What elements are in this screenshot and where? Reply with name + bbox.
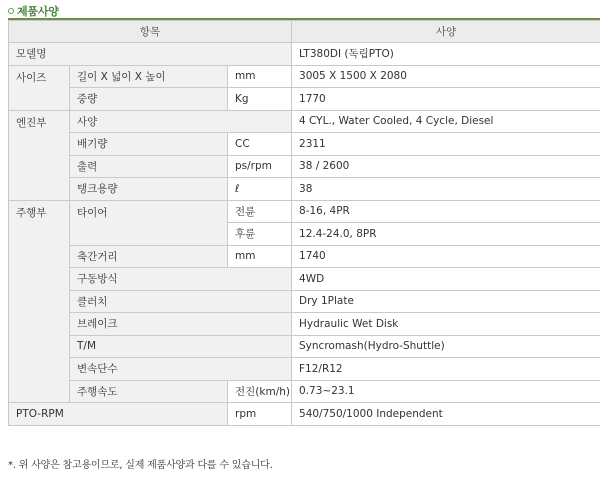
table-row <box>9 178 600 201</box>
row-label: 브레이크 <box>70 313 292 336</box>
table-row <box>9 110 600 133</box>
table-row <box>9 380 600 403</box>
row-value: 3005 X 1500 X 2080 <box>292 65 600 88</box>
table-row <box>9 335 600 358</box>
table-row <box>9 245 600 268</box>
row-value: Hydraulic Wet Disk <box>292 313 600 336</box>
row-value: 1740 <box>292 245 600 268</box>
row-value: 38 <box>292 178 600 201</box>
row-label: 사양 <box>70 110 292 133</box>
row-label: 주행속도 <box>70 380 228 403</box>
row-unit: ps/rpm <box>228 155 292 178</box>
row-value: F12/R12 <box>292 358 600 381</box>
row-label: 배기량 <box>70 133 228 156</box>
table-row <box>9 65 600 88</box>
row-label: 클러치 <box>70 290 292 313</box>
row-label: T/M <box>70 335 292 358</box>
table-row <box>9 358 600 381</box>
row-value: 0.73~23.1 <box>292 380 600 403</box>
row-label: 길이 X 넓이 X 높이 <box>70 65 228 88</box>
row-unit: mm <box>228 65 292 88</box>
table-row <box>9 200 600 223</box>
row-value: 8-16, 4PR <box>292 200 600 223</box>
row-label: 출력 <box>70 155 228 178</box>
row-value: Syncromash(Hydro-Shuttle) <box>292 335 600 358</box>
row-unit: rpm <box>228 403 292 426</box>
table-header-row <box>9 21 600 43</box>
footnote: *. 위 사양은 참고용이므로, 실제 제품사양과 다를 수 있습니다. <box>8 460 273 471</box>
row-value: 12.4-24.0, 8PR <box>292 223 600 246</box>
header-spec: 사양 <box>292 21 600 43</box>
row-unit: CC <box>228 133 292 156</box>
table-row <box>9 43 600 66</box>
table-row <box>9 133 600 156</box>
row-value: LT380DI (독립PTO) <box>292 43 600 66</box>
row-unit: 후륜 <box>228 223 292 246</box>
table-row <box>9 268 600 291</box>
row-label: 구동방식 <box>70 268 292 291</box>
circle-bullet-icon <box>8 8 14 14</box>
row-label: PTO-RPM <box>9 403 228 426</box>
row-value: 540/750/1000 Independent <box>292 403 600 426</box>
spec-table <box>8 20 600 426</box>
group-label: 사이즈 <box>9 65 70 110</box>
row-label: 변속단수 <box>70 358 292 381</box>
section-title <box>8 3 59 17</box>
row-value: 4 CYL., Water Cooled, 4 Cycle, Diesel <box>292 110 600 133</box>
row-value: 4WD <box>292 268 600 291</box>
group-label: 엔진부 <box>9 110 70 200</box>
group-label: 주행부 <box>9 200 70 403</box>
row-label: 모델명 <box>9 43 292 66</box>
row-label: 중량 <box>70 88 228 111</box>
row-value: 2311 <box>292 133 600 156</box>
table-row <box>9 155 600 178</box>
row-unit: mm <box>228 245 292 268</box>
row-unit: 전진(km/h) <box>228 380 292 403</box>
row-label: 축간거리 <box>70 245 228 268</box>
table-row <box>9 403 600 426</box>
section-title-text: 제품사양 <box>17 5 59 18</box>
row-value: 38 / 2600 <box>292 155 600 178</box>
table-row <box>9 88 600 111</box>
row-value: 1770 <box>292 88 600 111</box>
row-label: 탱크용량 <box>70 178 228 201</box>
row-label: 타이어 <box>70 200 228 245</box>
table-row <box>9 290 600 313</box>
row-unit: Kg <box>228 88 292 111</box>
row-value: Dry 1Plate <box>292 290 600 313</box>
row-unit: ℓ <box>228 178 292 201</box>
header-item: 항목 <box>9 21 292 43</box>
table-row <box>9 313 600 336</box>
row-unit: 전륜 <box>228 200 292 223</box>
